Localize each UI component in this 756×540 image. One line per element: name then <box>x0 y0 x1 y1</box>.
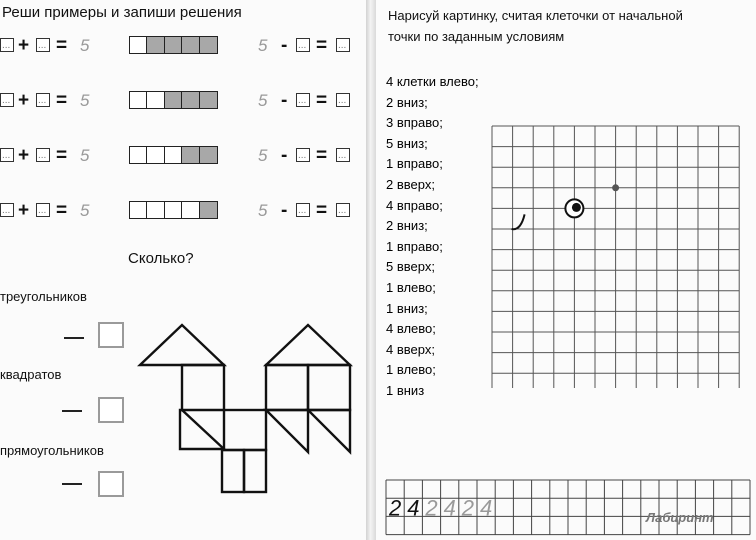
instruction-item: 2 вверх; <box>386 176 435 192</box>
equals-sign: = <box>316 145 328 166</box>
instruction-item: 2 вниз; <box>386 218 428 234</box>
handwriting-row <box>380 474 756 540</box>
house-square-1 <box>266 365 308 410</box>
leg-rect-2 <box>244 450 266 492</box>
blank-dots: ... <box>298 95 307 106</box>
blank-dots: ... <box>2 95 11 106</box>
beak-stroke <box>512 214 525 229</box>
blank-dots: ... <box>298 205 307 216</box>
watermark: Лабиринт <box>646 510 714 525</box>
instruction-item: 4 вверх; <box>386 341 435 357</box>
shapes-figure <box>0 0 368 540</box>
instruction-item: 1 вниз; <box>386 300 428 316</box>
instruction-item: 4 клетки влево; <box>386 74 479 89</box>
minus-sign: - <box>281 35 288 56</box>
blank-dots: ... <box>298 150 307 161</box>
house-square-2 <box>308 365 350 410</box>
question-text: Сколько? <box>128 250 194 267</box>
result-five: 5 <box>80 91 90 110</box>
instruction-item: 1 влево; <box>386 362 436 378</box>
squares-label: квадратов <box>0 367 62 382</box>
handwriting-digit: 2 <box>461 495 475 521</box>
result-five: 5 <box>80 146 90 165</box>
blank-dots: ... <box>2 40 11 51</box>
left-triangle <box>140 325 224 365</box>
handwriting-digit: 4 <box>480 495 493 521</box>
instruction-item: 3 вправо; <box>386 115 443 131</box>
instruction-item: 1 влево; <box>386 279 436 295</box>
instruction-item: 5 вниз; <box>386 135 428 151</box>
minus-sign: - <box>281 90 288 111</box>
handwriting-digit: 4 <box>443 495 456 521</box>
wing-triangle <box>266 410 308 452</box>
blank-dots: ... <box>338 95 347 106</box>
body-rect <box>224 410 266 450</box>
equals-sign: = <box>316 200 328 221</box>
blank-dots: ... <box>38 40 47 51</box>
blank-dots: ... <box>338 150 347 161</box>
handwriting-digit: 4 <box>407 495 420 521</box>
triangles-label: треугольников <box>0 289 87 304</box>
blank-dots: ... <box>298 40 307 51</box>
leg-rect-1 <box>222 450 244 492</box>
start-five: 5 <box>258 91 268 110</box>
result-five: 5 <box>80 201 90 220</box>
roof-triangle <box>266 325 350 365</box>
instruction-item: 1 вниз <box>386 382 425 398</box>
equals-sign: = <box>56 35 68 56</box>
instruction-item: 1 вправо; <box>386 156 443 172</box>
equals-sign: = <box>316 35 328 56</box>
start-five: 5 <box>258 201 268 220</box>
equals-sign: = <box>56 90 68 111</box>
plus-sign: + <box>18 200 30 221</box>
blank-dots: ... <box>338 205 347 216</box>
start-point <box>612 184 619 191</box>
right-heading-line1: Нарисуй картинку, считая клеточки от начальной <box>388 8 683 23</box>
blank-dots: ... <box>2 150 11 161</box>
tail-triangle <box>308 410 350 452</box>
plus-sign: + <box>18 145 30 166</box>
blank-dots: ... <box>338 40 347 51</box>
result-five: 5 <box>80 36 90 55</box>
handwriting-digit: 2 <box>389 495 402 521</box>
plus-sign: + <box>18 35 30 56</box>
equals-sign: = <box>56 200 68 221</box>
right-heading-line2: точки по заданным условиям <box>388 29 565 44</box>
start-five: 5 <box>258 36 268 55</box>
neck-parallelogram <box>182 365 224 410</box>
minus-sign: - <box>281 200 288 221</box>
instruction-item: 4 влево; <box>386 321 436 337</box>
equals-sign: = <box>56 145 68 166</box>
start-five: 5 <box>258 146 268 165</box>
instruction-list <box>386 72 479 402</box>
instruction-item: 5 вверх; <box>386 259 435 275</box>
drawing-grid[interactable] <box>480 118 756 388</box>
instruction-item: 1 вправо; <box>386 238 443 254</box>
blank-dots: ... <box>2 205 11 216</box>
instruction-item: 2 вниз; <box>386 94 428 110</box>
minus-sign: - <box>281 145 288 166</box>
left-heading: Реши примеры и запиши решения <box>2 4 242 21</box>
blank-dots: ... <box>38 150 47 161</box>
rectangles-label: прямоугольников <box>0 443 104 458</box>
body-shape <box>180 410 224 449</box>
instruction-item: 4 вправо; <box>386 197 443 213</box>
plus-sign: + <box>18 90 30 111</box>
blank-dots: ... <box>38 205 47 216</box>
eye-pupil <box>572 203 581 212</box>
equals-sign: = <box>316 90 328 111</box>
handwriting-digit: 2 <box>425 495 438 521</box>
blank-dots: ... <box>38 95 47 106</box>
